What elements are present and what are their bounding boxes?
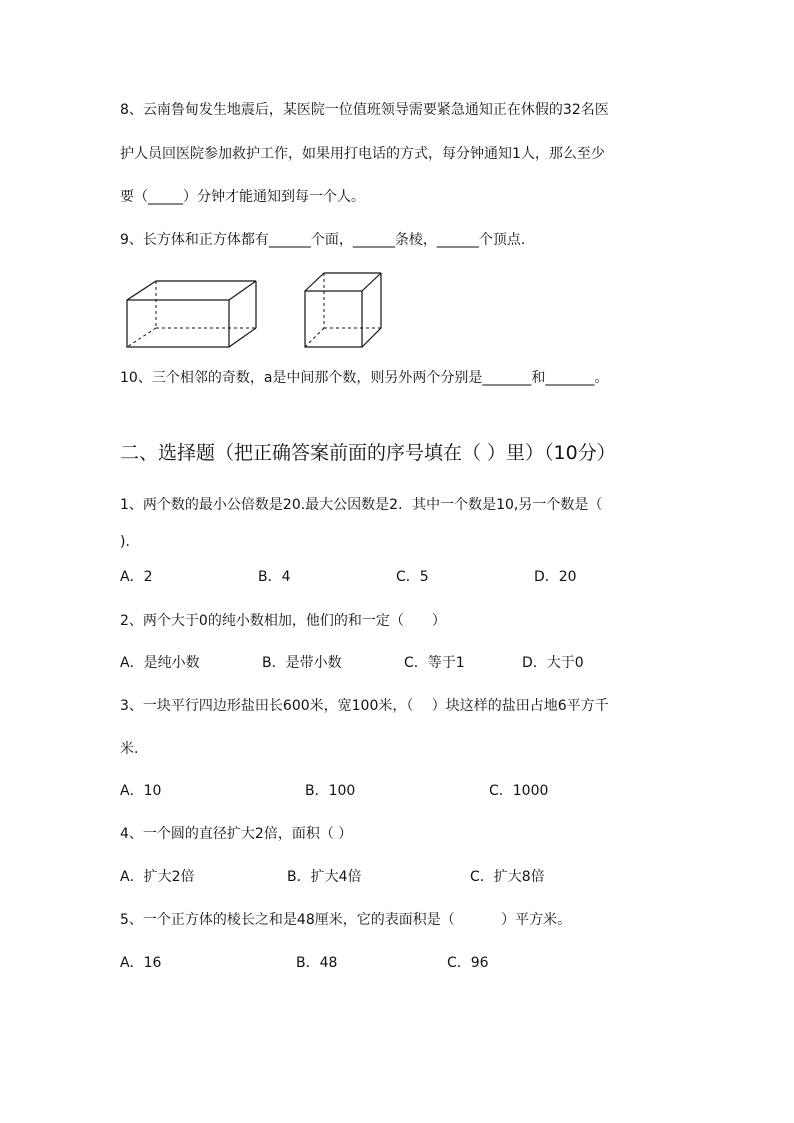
- q10-text: 10、三个相邻的奇数，a是中间那个数，则另外两个分别是_______和_______。: [120, 370, 609, 386]
- question-4-option-b: B．扩大4倍: [287, 869, 362, 885]
- question-3-text: 3、一块平行四边形盐田长600米，宽100米，（ ）块这样的盐田占地6平方千: [120, 698, 609, 714]
- question-2-option-d: D．大于0: [522, 655, 584, 671]
- question-3-text-cont: 米.: [120, 741, 139, 757]
- section-heading: 二、选择题（把正确答案前面的序号填在（ ）里）（10分）: [120, 442, 616, 464]
- question-2-option-c: C．等于1: [404, 655, 465, 671]
- q8-line1: 8、云南鲁甸发生地震后，某医院一位值班领导需要紧急通知正在休假的32名医: [120, 102, 609, 118]
- question-4-option-c: C．扩大8倍: [470, 869, 545, 885]
- question-1-option-a: A．2: [120, 569, 153, 585]
- question-2-option-a: A．是纯小数: [120, 655, 200, 671]
- q9-text: 9、长方体和正方体都有______个面，______条棱，______个顶点.: [120, 232, 526, 248]
- question-1-option-c: C．5: [396, 569, 429, 585]
- question-1-text: 1、两个数的最小公倍数是20.最大公因数是2．其中一个数是10,另一个数是（: [120, 497, 603, 513]
- cuboid-figure: [124, 278, 260, 350]
- question-2-option-b: B．是带小数: [262, 655, 342, 671]
- question-4-option-a: A．扩大2倍: [120, 869, 195, 885]
- question-5-option-a: A．16: [120, 955, 162, 971]
- question-3-option-c: C．1000: [489, 783, 549, 799]
- question-3-option-a: A．10: [120, 783, 162, 799]
- cube-figure: [302, 270, 384, 350]
- q8-line3: 要（_____）分钟才能通知到每一个人。: [120, 189, 365, 205]
- question-4-text: 4、一个圆的直径扩大2倍，面积（ ）: [120, 826, 353, 842]
- q8-line2: 护人员回医院参加救护工作，如果用打电话的方式，每分钟通知1人，那么至少: [120, 146, 605, 162]
- question-1-option-b: B．4: [258, 569, 291, 585]
- question-1-text-cont: ).: [120, 534, 130, 550]
- question-5-text: 5、一个正方体的棱长之和是48厘米，它的表面积是（ ）平方米。: [120, 912, 572, 928]
- question-5-option-b: B．48: [296, 955, 338, 971]
- question-2-text: 2、两个大于0的纯小数相加，他们的和一定（ ）: [120, 613, 446, 629]
- question-1-option-d: D．20: [534, 569, 577, 585]
- question-3-option-b: B．100: [305, 783, 356, 799]
- question-5-option-c: C．96: [447, 955, 489, 971]
